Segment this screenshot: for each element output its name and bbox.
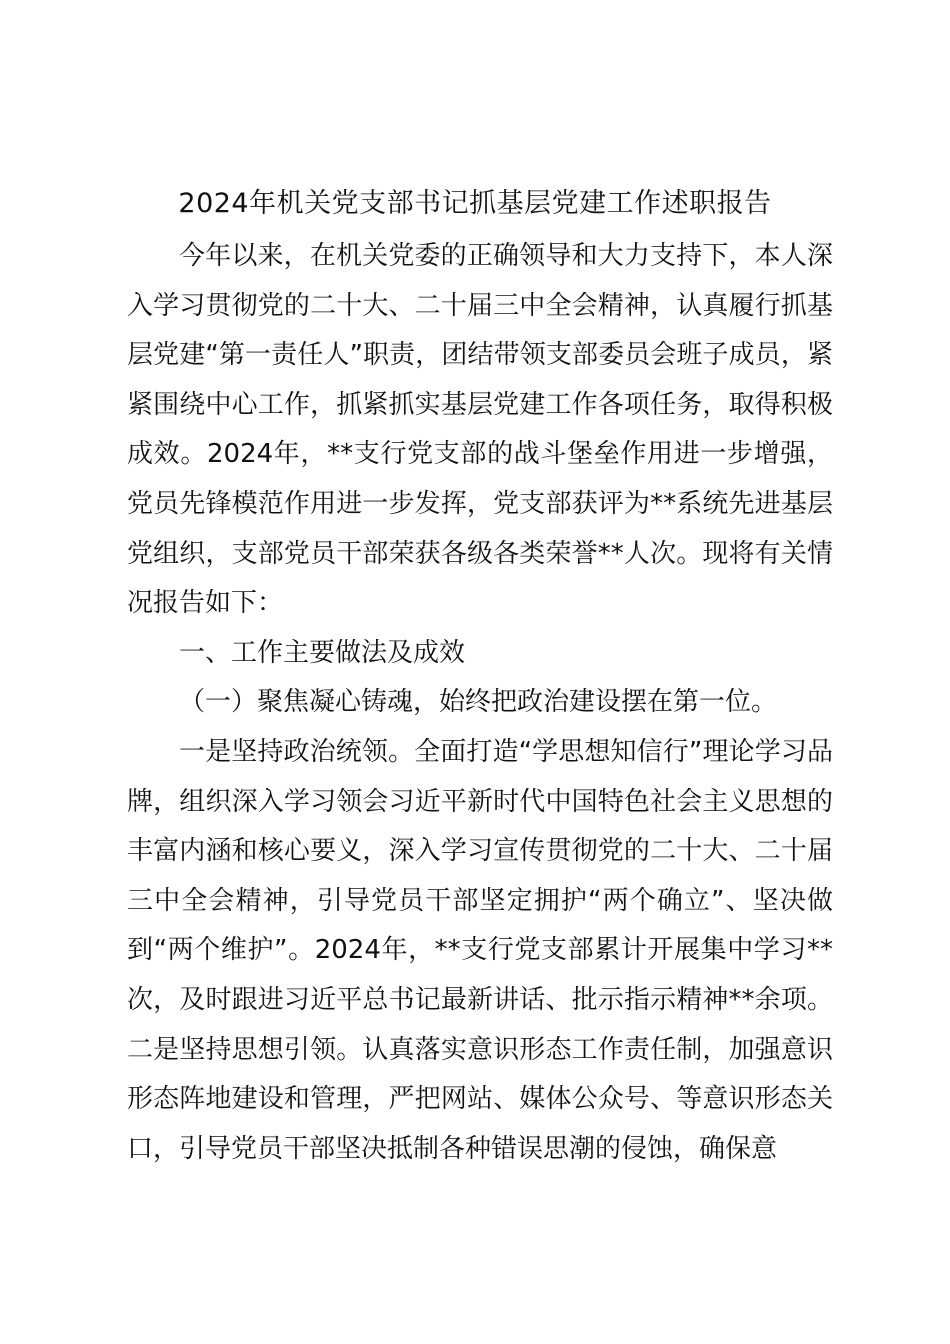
- intro-paragraph: 今年以来，在机关党委的正确领导和大力支持下，本人深入学习贯彻党的二十大、二十届三中全会精神，认真履行抓基层党建“第一责任人”职责，团结带领支部委员会班子成员，紧紧围绕中心工作，抓紧抓实基层党建工作各项任务，取得积极成效。2024年，**支行党支部的战斗堡垒作用进一步增强，党员先锋模范作用进一步发挥，党支部获评为**系统先进基层党组织，支部党员干部荣获各级各类荣誉**人次。现将有关情况报告如下：: [127, 241, 833, 619]
- subsection-heading: （一）聚焦凝心铸魂，始终把政治建设摆在第一位。: [179, 687, 778, 718]
- document-title: 2024年机关党支部书记抓基层党建工作述职报告: [178, 188, 772, 219]
- section-heading: 一、工作主要做法及成效: [179, 637, 466, 668]
- document-body: [127, 232, 833, 1174]
- body-paragraph: 一是坚持政治统领。全面打造“学思想知信行”理论学习品牌，组织深入学习领会习近平新时代中国特色社会主义思想的丰富内涵和核心要义，深入学习宣传贯彻党的二十大、二十届三中全会精神，引导党员干部坚定拥护“两个确立”、坚决做到“两个维护”。2024年，**支行党支部累计开展集中学习**次，及时跟进习近平总书记最新讲话、批示指示精神**余项。二是坚持思想引领。认真落实意识形态工作责任制，加强意识形态阵地建设和管理，严把网站、媒体公众号、等意识形态关口，引导党员干部坚决抵制各种错误思潮的侵蚀，确保意: [127, 736, 833, 1164]
